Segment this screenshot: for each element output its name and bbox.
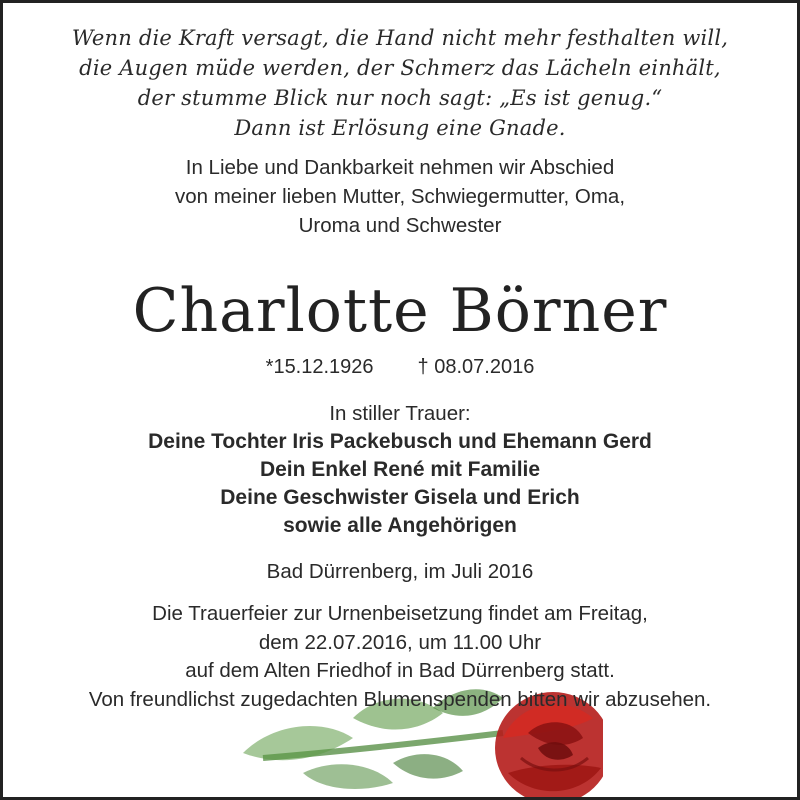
life-dates	[3, 353, 797, 381]
funeral-line: Von freundlichst zugedachten Blumenspenden bitten wir abzusehen.	[88, 687, 712, 711]
mourner-line: Deine Tochter Iris Packebusch und Ehemann Gerd	[148, 430, 652, 453]
poem-line: Dann ist Erlösung eine Gnade.	[234, 116, 566, 140]
mourners-list	[3, 428, 797, 540]
funeral-line: auf dem Alten Friedhof in Bad Dürrenberg statt.	[185, 659, 615, 682]
farewell-intro	[3, 153, 797, 240]
poem-line: die Augen müde werden, der Schmerz das Lächeln einhält,	[79, 56, 721, 80]
funeral-line: dem 22.07.2016, um 11.00 Uhr	[258, 630, 542, 654]
place-and-date: Bad Dürrenberg, im Juli 2016	[266, 560, 534, 583]
poem-line: der stumme Blick nur noch sagt: „Es ist genug.“	[137, 86, 663, 110]
poem-line: Wenn die Kraft versagt, die Hand nicht mehr festhalten will,	[71, 26, 729, 50]
intro-line: Uroma und Schwester	[298, 214, 502, 237]
mourners-label: In stiller Trauer:	[329, 402, 471, 425]
death-date: † 08.07.2016	[417, 356, 535, 378]
intro-line: In Liebe und Dankbarkeit nehmen wir Abschied	[185, 156, 615, 179]
funeral-details	[3, 600, 797, 714]
intro-line: von meiner lieben Mutter, Schwiegermutter, Oma,	[174, 185, 626, 208]
funeral-line: Die Trauerfeier zur Urnenbeisetzung findet am Freitag,	[152, 602, 648, 625]
mourner-line: sowie alle Angehörigen	[283, 514, 517, 537]
mourner-line: Dein Enkel René mit Familie	[259, 458, 541, 481]
poem-verse	[3, 23, 797, 143]
deceased-name: Charlotte Börner	[132, 276, 668, 346]
birth-date: *15.12.1926	[265, 356, 374, 378]
mourner-line: Deine Geschwister Gisela und Erich	[220, 486, 580, 509]
